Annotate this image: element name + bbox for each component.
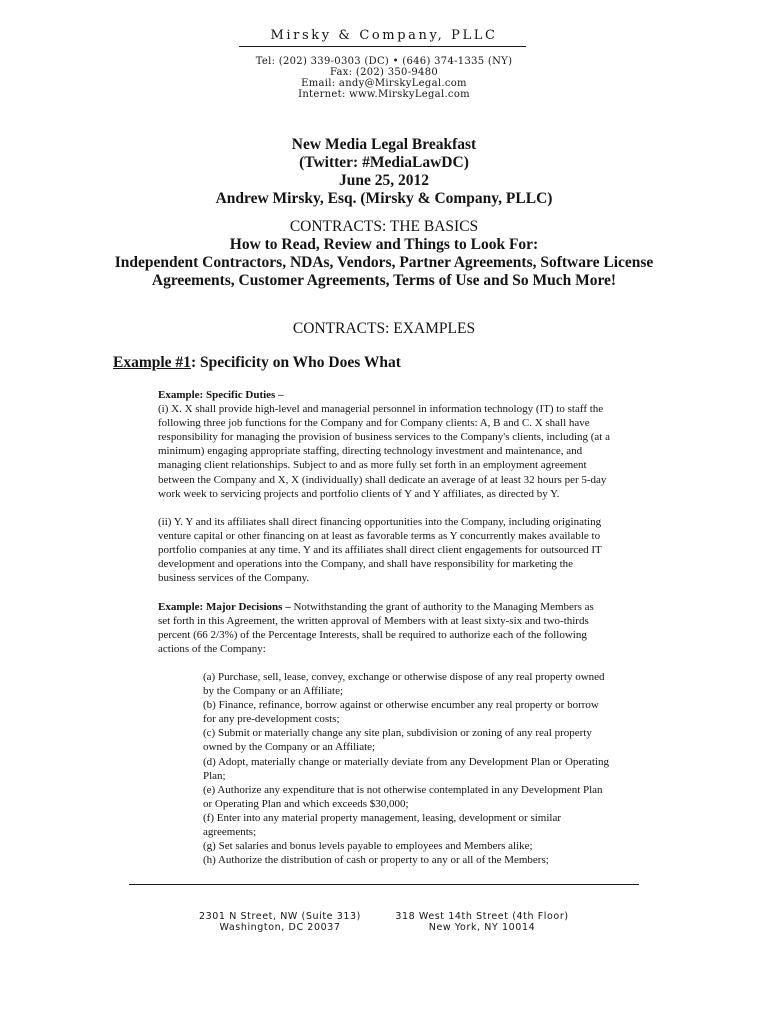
list-item-line: (c) Submit or materially change any site plan, subdivision or zoning of any real property (203, 727, 592, 740)
subtitle-block (80, 236, 688, 290)
paragraph-line (158, 600, 654, 614)
header-rule (239, 46, 526, 47)
paragraph-line: managing client relationships. Subject to and as more fully set forth in an employment agreement (158, 459, 587, 472)
event-date: June 25, 2012 (339, 172, 429, 189)
paragraph-line: following three job functions for the Company and for Company clients: A, B and C. X shall have (158, 417, 590, 430)
major-decisions-heading: Example: Major Decisions – (158, 601, 291, 613)
subtitle-line: Agreements, Customer Agreements, Terms of Use and So Much More! (151, 272, 617, 289)
address-line: 318 West 14th Street (4th Floor) (395, 911, 569, 922)
paragraph-line: (ii) Y. Y and its affiliates shall direct financing opportunities into the Company, including originating (158, 516, 602, 528)
list-item-line: or Operating Plan and which exceeds $30,000; (203, 797, 409, 810)
section-title: CONTRACTS: THE BASICS (289, 218, 479, 235)
paragraph-line: work week to servicing projects and portfolio clients of Y and Y affiliates, as directed by Y. (158, 487, 560, 500)
footer-rule (129, 884, 639, 885)
event-speaker: Andrew Mirsky, Esq. (Mirsky & Company, PLLC) (215, 190, 553, 207)
address-line: New York, NY 10014 (428, 922, 536, 933)
list-item-line: (h) Authorize the distribution of cash or property to any or all of the Members; (203, 854, 549, 867)
list-item-line: agreements; (203, 826, 257, 839)
specific-duties-paragraph-2 (158, 515, 654, 585)
paragraph-line: business services of the Company. (158, 572, 310, 585)
telephone-line: Tel: (202) 339-0303 (DC) • (646) 374-1335 (NY) (255, 56, 513, 67)
list-item-line: Plan; (203, 769, 226, 782)
paragraph-line: venture capital or other financing on at least as favorable terms as Y concurrently makes available to (158, 530, 601, 543)
specific-duties-paragraph (158, 388, 654, 501)
email-line: Email: andy@MirskyLegal.com (301, 78, 467, 89)
decision-items-list (203, 670, 663, 867)
examples-heading: CONTRACTS: EXAMPLES (292, 320, 476, 337)
internet-line: Internet: www.MirskyLegal.com (298, 89, 470, 100)
event-title: New Media Legal Breakfast (291, 136, 477, 153)
list-item-line: (g) Set salaries and bonus levels payable to employees and Members alike; (203, 840, 533, 853)
list-item-line: (a) Purchase, sell, lease, convey, exchange or otherwise dispose of any real property owned (203, 671, 605, 683)
paragraph-line: set forth in this Agreement, the written approval of Members with at least sixty-six and two-thirds (158, 615, 589, 628)
example-1-text: : Specificity on Who Does What (190, 354, 401, 371)
footer-address-ny (362, 911, 602, 933)
paragraph-line: (i) X. X shall provide high-level and managerial personnel in information technology (IT) to staff the (158, 403, 604, 416)
list-item-line: (e) Authorize any expenditure that is not otherwise contemplated in any Development Plan (203, 783, 603, 796)
specific-duties-heading: Example: Specific Duties – (158, 389, 284, 401)
subtitle-line: Independent Contractors, NDAs, Vendors, Partner Agreements, Software License (114, 254, 654, 271)
paragraph-line: percent (66 2/3%) of the Percentage Interests, shall be required to authorize each of the following (158, 629, 587, 642)
list-item-line: for any pre-development costs; (203, 713, 340, 726)
subtitle-line: How to Read, Review and Things to Look For: (229, 236, 539, 253)
paragraph-line: minimum) engaging appropriate staffing, directing technology investment and maintenance, and (158, 445, 583, 458)
address-line: 2301 N Street, NW (Suite 313) (199, 911, 361, 922)
example-1-label: Example #1 (113, 354, 191, 371)
list-item-line: owned by the Company or an Affiliate; (203, 741, 376, 754)
paragraph-line: between the Company and X, X (individually) shall dedicate an average of at least 32 hours per 5-day (158, 473, 607, 486)
major-decisions-paragraph (158, 600, 654, 656)
paragraph-line: actions of the Company: (158, 643, 266, 656)
address-line: Washington, DC 20037 (219, 922, 341, 933)
contact-block (200, 56, 568, 100)
major-decisions-first-line: Notwithstanding the grant of authority to the Managing Members as (290, 601, 594, 613)
firm-name: Mirsky & Company, PLLC (270, 28, 498, 43)
paragraph-line: development and operations into the Company, and shall have responsibility for marketing the (158, 558, 574, 571)
example-1-heading (113, 354, 401, 372)
list-item-line: (f) Enter into any material property management, leasing, development or similar (203, 811, 561, 824)
list-item-line: (d) Adopt, materially change or materially deviate from any Development Plan or Operating (203, 755, 609, 768)
paragraph-line: portfolio companies at any time. Y and its affiliates shall direct client engagements for outsourced IT (158, 544, 602, 557)
list-item-line: (b) Finance, refinance, borrow against or otherwise encumber any real property or borrow (203, 699, 599, 712)
event-title-block (80, 136, 688, 208)
fax-line: Fax: (202) 350-9480 (329, 67, 439, 78)
list-item-line: by the Company or an Affiliate; (203, 685, 344, 698)
paragraph-line: responsibility for managing the provision of business services to the Company's clients, including (at a (158, 431, 610, 444)
event-twitter: (Twitter: #MediaLawDC) (299, 154, 469, 171)
